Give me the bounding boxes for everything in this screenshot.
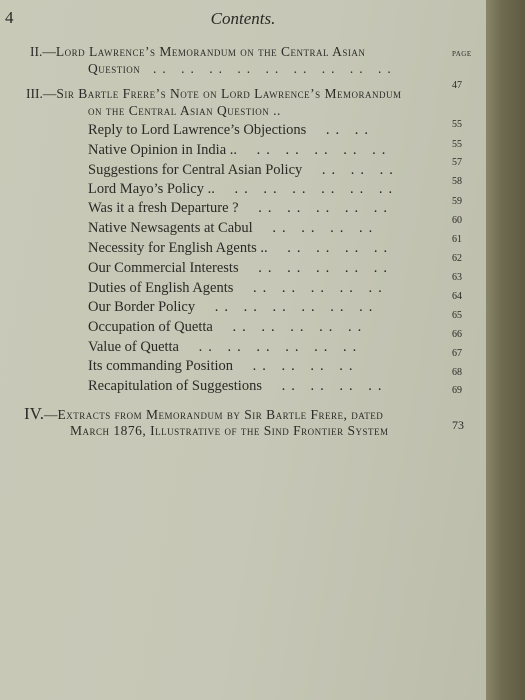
entry-numeral: IV. <box>24 404 44 423</box>
entry-title-cont: March 1876, Illustrative of the Sind Frontier System <box>70 423 389 438</box>
toc-entry-iv-line2 <box>70 423 389 439</box>
subentry-title: Native Newsagents at Cabul <box>88 220 253 236</box>
leader-dots: .. .. .. .. .. .. <box>189 339 363 355</box>
subentry-page: 62 <box>452 253 462 264</box>
leader-dots: .. .. .. .. .. .. .. .. .. <box>143 61 397 76</box>
subentry <box>88 339 362 356</box>
subentry-title: Reply to Lord Lawrence’s Objections <box>88 122 307 138</box>
toc-entry-iii-line2 <box>88 103 281 119</box>
subentry-title: Suggestions for Central Asian Policy <box>88 162 303 178</box>
subentry <box>88 122 374 139</box>
subentry-page: 55 <box>452 119 462 130</box>
subentry <box>88 260 393 277</box>
leader-dots: .. .. .. .. <box>262 220 379 236</box>
leader-dots: .. .. .. .. <box>271 378 388 394</box>
subentry-page: 65 <box>452 310 462 321</box>
subentry <box>88 181 398 198</box>
leader-dots: .. .. .. <box>312 162 399 178</box>
toc-entry-iv-line1: IV.—Extracts from Memorandum by Sir Bartle Frere, dated <box>24 404 384 423</box>
subentry-page: 55 <box>452 139 462 150</box>
entry-page: 73 <box>452 418 464 432</box>
subentry <box>88 200 393 217</box>
leader-dots: .. .. .. .. .. <box>222 319 368 335</box>
subentry-title: Its commanding Position <box>88 358 233 374</box>
subentry-title: Native Opinion in India .. <box>88 142 238 158</box>
subentry <box>88 162 399 179</box>
subentry <box>88 280 388 297</box>
subentry-title: Was it a fresh Departure ? <box>88 200 239 216</box>
toc-entry-ii-line2 <box>88 61 397 77</box>
subentry-title: Value of Quetta <box>88 339 179 355</box>
subentry-page: 67 <box>452 348 462 359</box>
subentry-page: 57 <box>452 157 462 168</box>
subentry-title: Recapitulation of Suggestions <box>88 378 262 394</box>
entry-title-cont: on the Central Asian Question .. <box>88 103 281 118</box>
leader-dots: .. .. .. .. <box>277 240 394 256</box>
entry-title: Sir Bartle Frere’s Note on Lord Lawrence’s Memorandum <box>56 86 402 101</box>
toc-entry-iii-line1: III.—Sir Bartle Frere’s Note on Lord Lawrence’s Memorandum <box>26 86 402 101</box>
subentry <box>88 240 393 257</box>
leader-dots: .. .. .. .. .. <box>243 280 388 296</box>
subentry-page: 68 <box>452 367 462 378</box>
subentry-title: Occupation of Quetta <box>88 319 213 335</box>
entry-numeral: II. <box>30 44 43 59</box>
subentry <box>88 378 387 395</box>
subentry-title: Lord Mayo’s Policy .. <box>88 181 215 197</box>
subentry <box>88 299 378 316</box>
page-column-label: PAGE <box>452 50 472 58</box>
entry-page: 47 <box>452 80 462 91</box>
subentry-title: Our Border Policy <box>88 299 196 315</box>
subentry-page: 64 <box>452 291 462 302</box>
subentry-page: 61 <box>452 234 462 245</box>
entry-title: Extracts from Memorandum by Sir Bartle Frere, dated <box>57 407 384 422</box>
leader-dots: .. .. .. .. <box>243 358 359 374</box>
leader-dots: .. .. .. .. .. <box>248 260 393 276</box>
entry-numeral: III. <box>26 86 43 101</box>
subentry-page: 60 <box>452 215 462 226</box>
entry-title-cont: Question <box>88 61 141 76</box>
subentry-title: Duties of English Agents <box>88 280 234 296</box>
book-edge <box>486 0 525 700</box>
subentry-title: Our Commercial Interests <box>88 260 239 276</box>
subentry-page: 66 <box>452 329 462 340</box>
subentry-page: 59 <box>452 196 462 207</box>
leader-dots: .. .. .. .. .. .. <box>205 299 379 315</box>
subentry-page: 63 <box>452 272 462 283</box>
toc-entry-ii-line1: II.—Lord Lawrence’s Memorandum on the Central Asian <box>30 44 366 59</box>
subentry-title: Necessity for English Agents .. <box>88 240 268 256</box>
page-header <box>0 8 486 32</box>
subentry-page: 69 <box>452 385 462 396</box>
subentry <box>88 319 367 336</box>
leader-dots: .. .. .. .. .. <box>247 142 392 158</box>
page-number: 4 <box>5 8 14 27</box>
leader-dots: .. .. .. .. .. <box>248 200 393 216</box>
subentry <box>88 220 378 237</box>
leader-dots: .. .. .. .. .. .. <box>224 181 399 197</box>
entry-title: Lord Lawrence’s Memorandum on the Central Asian <box>55 44 366 59</box>
subentry <box>88 358 359 375</box>
leader-dots: .. .. <box>316 122 374 138</box>
subentry <box>88 142 391 159</box>
running-title: Contents. <box>210 9 276 28</box>
subentry-page: 58 <box>452 176 462 187</box>
